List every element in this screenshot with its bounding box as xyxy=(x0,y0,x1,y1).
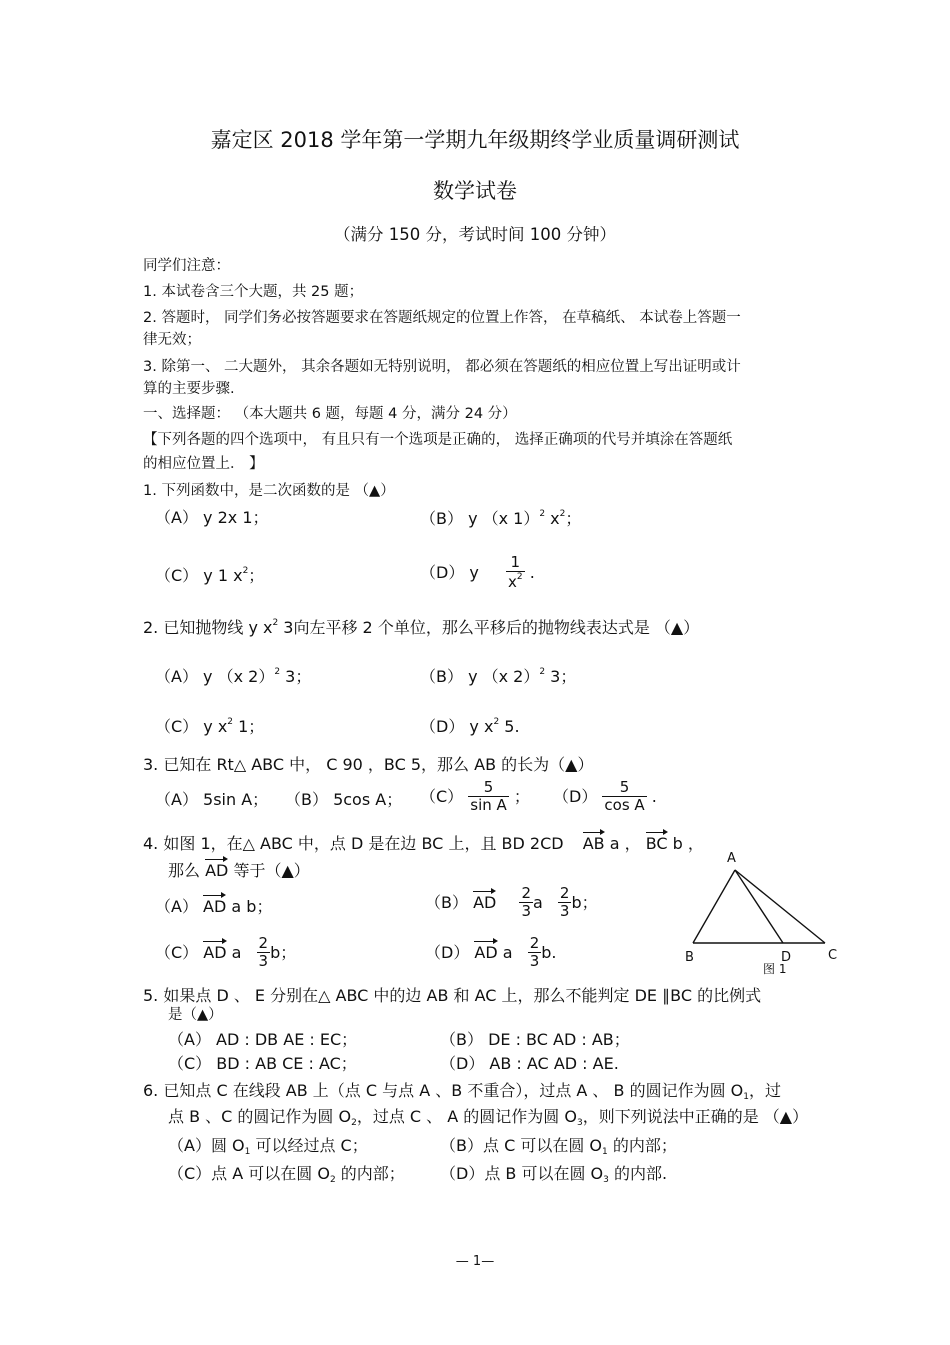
question-4-option-a: （A） AD a b； xyxy=(155,897,273,916)
edge-ad xyxy=(735,870,783,943)
vector-ab: AB xyxy=(582,834,605,853)
edge-ab xyxy=(693,870,735,943)
question-5-option-d: （D） AB : AC AD : AE. xyxy=(440,1054,619,1073)
question-2-option-c: （C） y $x^2$ 1； xyxy=(155,717,265,736)
figure-label-a: A xyxy=(727,851,736,866)
question-6-line1: 6. 已知点 C 在线段 AB 上（点 C 与点 A 、B 不重合），过点 A 、 B 的圆记作为圆 $O_1$，过 xyxy=(143,1081,782,1102)
question-6-line2: 点 B 、C 的圆记作为圆 $O_2$，过点 C 、 A 的圆记作为圆 $O_3$，则下列说法中正确的是 （▲） xyxy=(168,1107,809,1128)
question-1-option-d: （D） y $\frac{1}{x^2}$ . xyxy=(420,553,535,592)
question-6-option-c: （C）点 A 可以在圆 $O_2$ 的内部； xyxy=(168,1164,405,1185)
exam-subject: 数学试卷 xyxy=(433,179,517,203)
question-5-option-b: （B） DE : BC AD : AB； xyxy=(440,1030,630,1049)
figure-label-b: B xyxy=(685,950,694,965)
instruction-item-3-line1: 3. 除第一、 二大题外， 其余各题如无特别说明， 都必须在答题纸的相应位置上写出证明或计 xyxy=(143,359,741,375)
question-5-option-c: （C） BD : AB CE : AC； xyxy=(168,1054,357,1073)
question-6-option-a: （A）圆 $O_1$ 可以经过点 C； xyxy=(168,1136,368,1157)
question-4-stem-line2: 那么 AD 等于（▲） xyxy=(168,861,310,880)
question-1-option-a: （A） y 2x 1； xyxy=(155,508,269,527)
edge-ac xyxy=(735,870,825,943)
exam-title: 嘉定区 2018 学年第一学期九年级期终学业质量调研测试 xyxy=(210,128,740,152)
page-number: — 1— xyxy=(455,1254,495,1269)
vector-bc: BC xyxy=(645,834,668,853)
question-4-stem: 4. 如图 1，在△ ABC 中，点 D 是在边 BC 上，且 BD 2CD AB a ， BC b ， xyxy=(143,834,704,853)
figure-1-triangle xyxy=(680,850,845,980)
score-note: （满分 150 分，考试时间 100 分钟） xyxy=(334,225,616,244)
question-5-stem-line1: 5. 如果点 D 、 E 分别在△ ABC 中的边 AB 和 AC 上，那么不能判定 DE ∥BC 的比例式 xyxy=(143,986,762,1005)
instruction-item-2-line2: 律无效； xyxy=(143,332,201,348)
figure-label-c: C xyxy=(828,948,838,963)
instructions-heading: 同学们注意： xyxy=(143,258,230,274)
instruction-item-1: 1. 本试卷含三个大题，共 25 题； xyxy=(143,284,364,300)
question-3-option-b: （B） 5cos A； xyxy=(285,790,403,809)
question-4-option-b: （B） AD $\frac{2}{3}$ a $\frac{2}{3}$ b； xyxy=(425,884,598,921)
question-6-option-d: （D）点 B 可以在圆 $O_3$ 的内部. xyxy=(440,1164,668,1185)
figure-label-d: D xyxy=(781,950,792,965)
question-1-option-b: （B） y （x 1）$^2$ $x^2$； xyxy=(420,509,582,528)
question-1-option-c: （C） y 1 $x^2$； xyxy=(155,566,265,585)
question-2-stem: 2. 已知抛物线 y $x^2$ 3向左平移 2 个单位，那么平移后的抛物线表达式是 （▲） xyxy=(143,618,700,637)
vector-ad: AD xyxy=(205,861,229,880)
question-4-option-c: （C） AD a $\frac{2}{3}$ b； xyxy=(155,934,297,971)
question-2-option-b: （B） y （x 2）$^2$ 3； xyxy=(420,667,577,686)
question-5-option-a: （A） AD : DB AE : EC； xyxy=(168,1030,358,1049)
section-rule-line1: 【下列各题的四个选项中， 有且只有一个选项是正确的， 选择正确项的代号并填涂在答题纸 xyxy=(143,432,733,448)
question-3-option-c: （C） $\frac{5}{\text{sin A}}$ ； xyxy=(420,778,530,815)
question-6-option-b: （B）点 C 可以在圆 $O_1$ 的内部； xyxy=(440,1136,677,1157)
instruction-item-3-line2: 算的主要步骤. xyxy=(143,381,235,397)
section-heading: 一、选择题： （本大题共 6 题，每题 4 分，满分 24 分） xyxy=(143,406,517,422)
question-5-stem-line2: 是（▲） xyxy=(168,1007,223,1023)
section-rule-line2: 的相应位置上． 】 xyxy=(143,456,264,472)
question-3-stem: 3. 已知在 Rt△ ABC 中， C 90 ，BC 5，那么 AB 的长为（▲） xyxy=(143,755,594,774)
question-3-option-d: （D） $\frac{5}{\text{cos A}}$ . xyxy=(553,778,657,815)
question-1-stem: 1. 下列函数中，是二次函数的是 （▲） xyxy=(143,483,395,499)
question-3-option-a: （A） 5sin A； xyxy=(155,790,269,809)
question-4-option-d: （D） AD a $\frac{2}{3}$ b. xyxy=(425,934,557,971)
question-2-option-a: （A） y （x 2）$^2$ 3； xyxy=(155,667,312,686)
instruction-item-2-line1: 2. 答题时， 同学们务必按答题要求在答题纸规定的位置上作答， 在草稿纸、 本试卷上答题一 xyxy=(143,310,741,326)
question-2-option-d: （D） y $x^2$ 5. xyxy=(420,717,520,736)
figure-caption: 图 1 xyxy=(763,962,787,976)
